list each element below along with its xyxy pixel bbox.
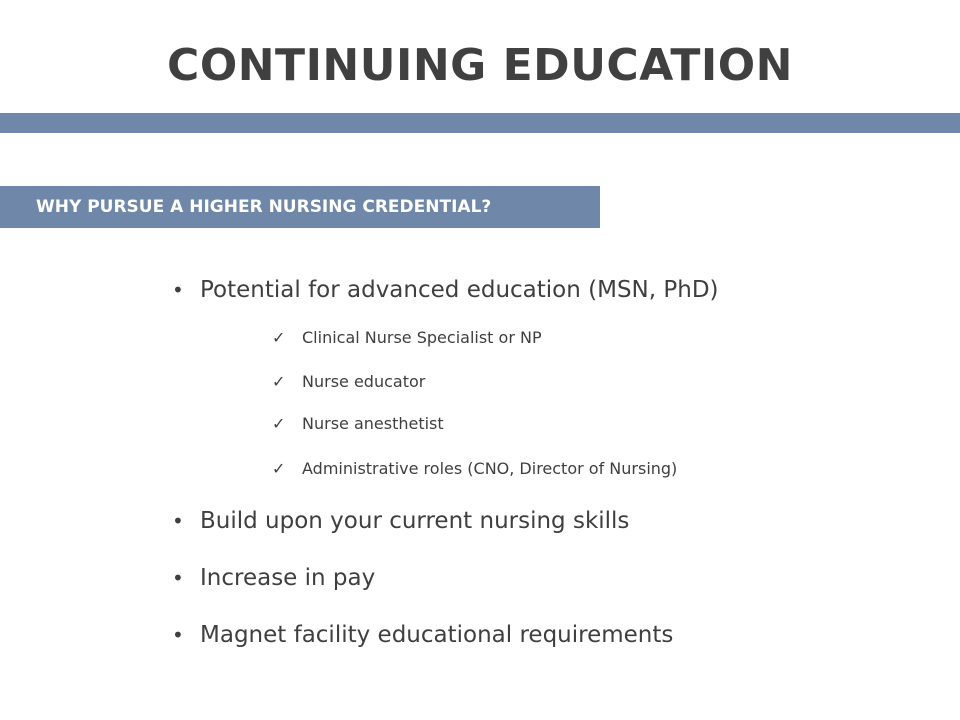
subheader-banner — [0, 186, 600, 228]
bullet-dot-icon: • — [172, 509, 184, 533]
sub-bullet-item — [272, 371, 425, 393]
checkmark-icon: ✓ — [272, 414, 286, 433]
bullet-text: Increase in pay — [200, 565, 376, 591]
sub-bullet-text: Nurse anesthetist — [302, 414, 444, 433]
bullet-dot-icon: • — [172, 278, 184, 302]
bullet-item — [172, 275, 719, 305]
bullet-text: Build upon your current nursing skills — [200, 508, 630, 534]
checkmark-icon: ✓ — [272, 372, 286, 391]
sub-bullet-item — [272, 413, 444, 435]
checkmark-icon: ✓ — [272, 328, 286, 347]
bullet-text: Magnet facility educational requirements — [200, 622, 674, 648]
bullet-dot-icon: • — [172, 566, 184, 590]
bullet-text: Potential for advanced education (MSN, PhD) — [200, 277, 719, 303]
title-divider-bar — [0, 113, 960, 133]
sub-bullet-item — [272, 458, 677, 480]
sub-bullet-text: Administrative roles (CNO, Director of Nursing) — [302, 459, 678, 478]
sub-bullet-text: Nurse educator — [302, 372, 426, 391]
bullet-item — [172, 506, 629, 536]
sub-bullet-text: Clinical Nurse Specialist or NP — [302, 328, 542, 347]
sub-bullet-item — [272, 327, 542, 349]
bullet-item — [172, 620, 673, 650]
slide-title: CONTINUING EDUCATION — [167, 40, 793, 91]
subheader-text: WHY PURSUE A HIGHER NURSING CREDENTIAL? — [36, 197, 492, 217]
bullet-item — [172, 563, 375, 593]
checkmark-icon: ✓ — [272, 459, 286, 478]
bullet-dot-icon: • — [172, 623, 184, 647]
